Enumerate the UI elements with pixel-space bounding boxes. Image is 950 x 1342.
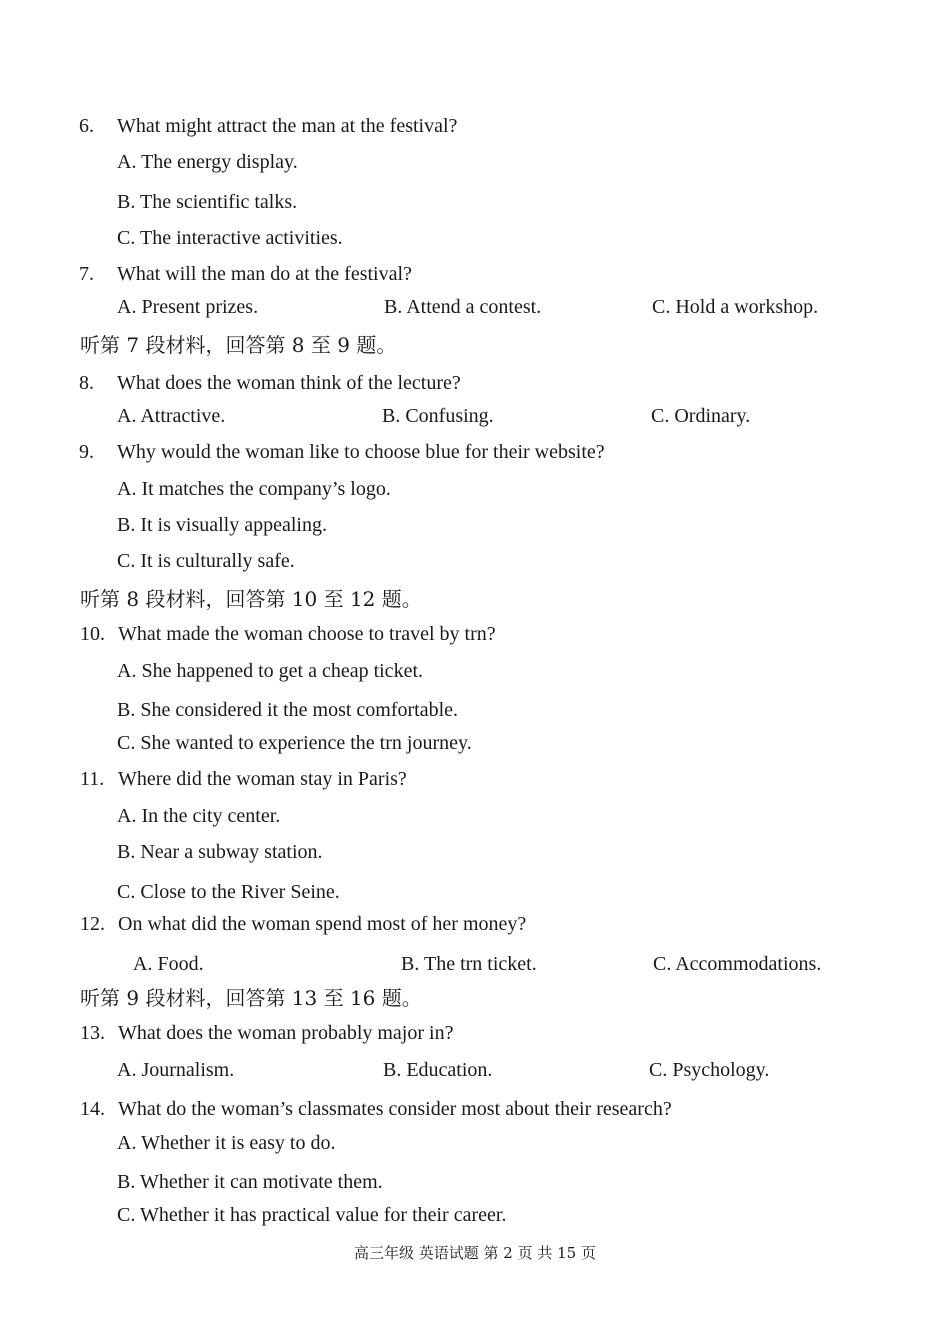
option-c: C. It is culturally safe.: [117, 550, 295, 572]
option-c: C. Whether it has practical value for their career.: [117, 1204, 507, 1226]
option-c: C. Accommodations.: [653, 953, 822, 975]
section-heading: 听第 9 段材料，回答第 13 至 16 题。: [80, 986, 422, 1010]
option-b: B. Attend a contest.: [384, 296, 542, 318]
question-stem: Why would the woman like to choose blue for their website?: [117, 441, 605, 463]
question-stem: What will the man do at the festival?: [117, 263, 412, 285]
option-a: A. The energy display.: [117, 151, 298, 173]
page-footer: 高三年级 英语试题 第 2 页 共 15 页: [353, 1244, 596, 1262]
option-c: C. The interactive activities.: [117, 227, 343, 249]
option-b: B. The trn ticket.: [401, 953, 537, 975]
question-stem: On what did the woman spend most of her money?: [118, 913, 527, 935]
section-heading: 听第 8 段材料，回答第 10 至 12 题。: [80, 587, 422, 611]
question-number: 10.: [80, 623, 105, 645]
question-stem: What might attract the man at the festival?: [117, 115, 458, 137]
option-a: A. It matches the company’s logo.: [117, 478, 391, 500]
option-a: A. Whether it is easy to do.: [117, 1132, 336, 1154]
question-number: 9.: [79, 441, 94, 463]
option-c: C. Ordinary.: [651, 405, 751, 427]
question-number: 14.: [80, 1098, 105, 1120]
question-stem: What made the woman choose to travel by trn?: [118, 623, 496, 645]
option-a: A. In the city center.: [117, 805, 281, 827]
option-a: A. Present prizes.: [117, 296, 259, 318]
option-b: B. The scientific talks.: [117, 191, 298, 213]
option-b: B. Whether it can motivate them.: [117, 1171, 383, 1193]
question-stem: Where did the woman stay in Paris?: [118, 768, 407, 790]
option-b: B. It is visually appealing.: [117, 514, 327, 536]
option-a: A. Attractive.: [117, 405, 226, 427]
question-stem: What do the woman’s classmates consider most about their research?: [118, 1098, 672, 1120]
question-number: 12.: [80, 913, 105, 935]
option-b: B. Confusing.: [382, 405, 494, 427]
option-c: C. Close to the River Seine.: [117, 881, 340, 903]
option-c: C. Psychology.: [649, 1059, 770, 1081]
option-c: C. Hold a workshop.: [652, 296, 819, 318]
question-number: 7.: [79, 263, 94, 285]
option-a: A. She happened to get a cheap ticket.: [117, 660, 423, 682]
option-c: C. She wanted to experience the trn journey.: [117, 732, 472, 754]
question-number: 8.: [79, 372, 94, 394]
option-b: B. Near a subway station.: [117, 841, 323, 863]
option-a: A. Journalism.: [117, 1059, 235, 1081]
option-a: A. Food.: [133, 953, 204, 975]
question-number: 13.: [80, 1022, 105, 1044]
question-number: 11.: [80, 768, 105, 790]
question-stem: What does the woman probably major in?: [118, 1022, 454, 1044]
question-number: 6.: [79, 115, 94, 137]
option-b: B. Education.: [383, 1059, 493, 1081]
question-stem: What does the woman think of the lecture?: [117, 372, 461, 394]
option-b: B. She considered it the most comfortable.: [117, 699, 459, 721]
section-heading: 听第 7 段材料，回答第 8 至 9 题。: [80, 333, 397, 357]
